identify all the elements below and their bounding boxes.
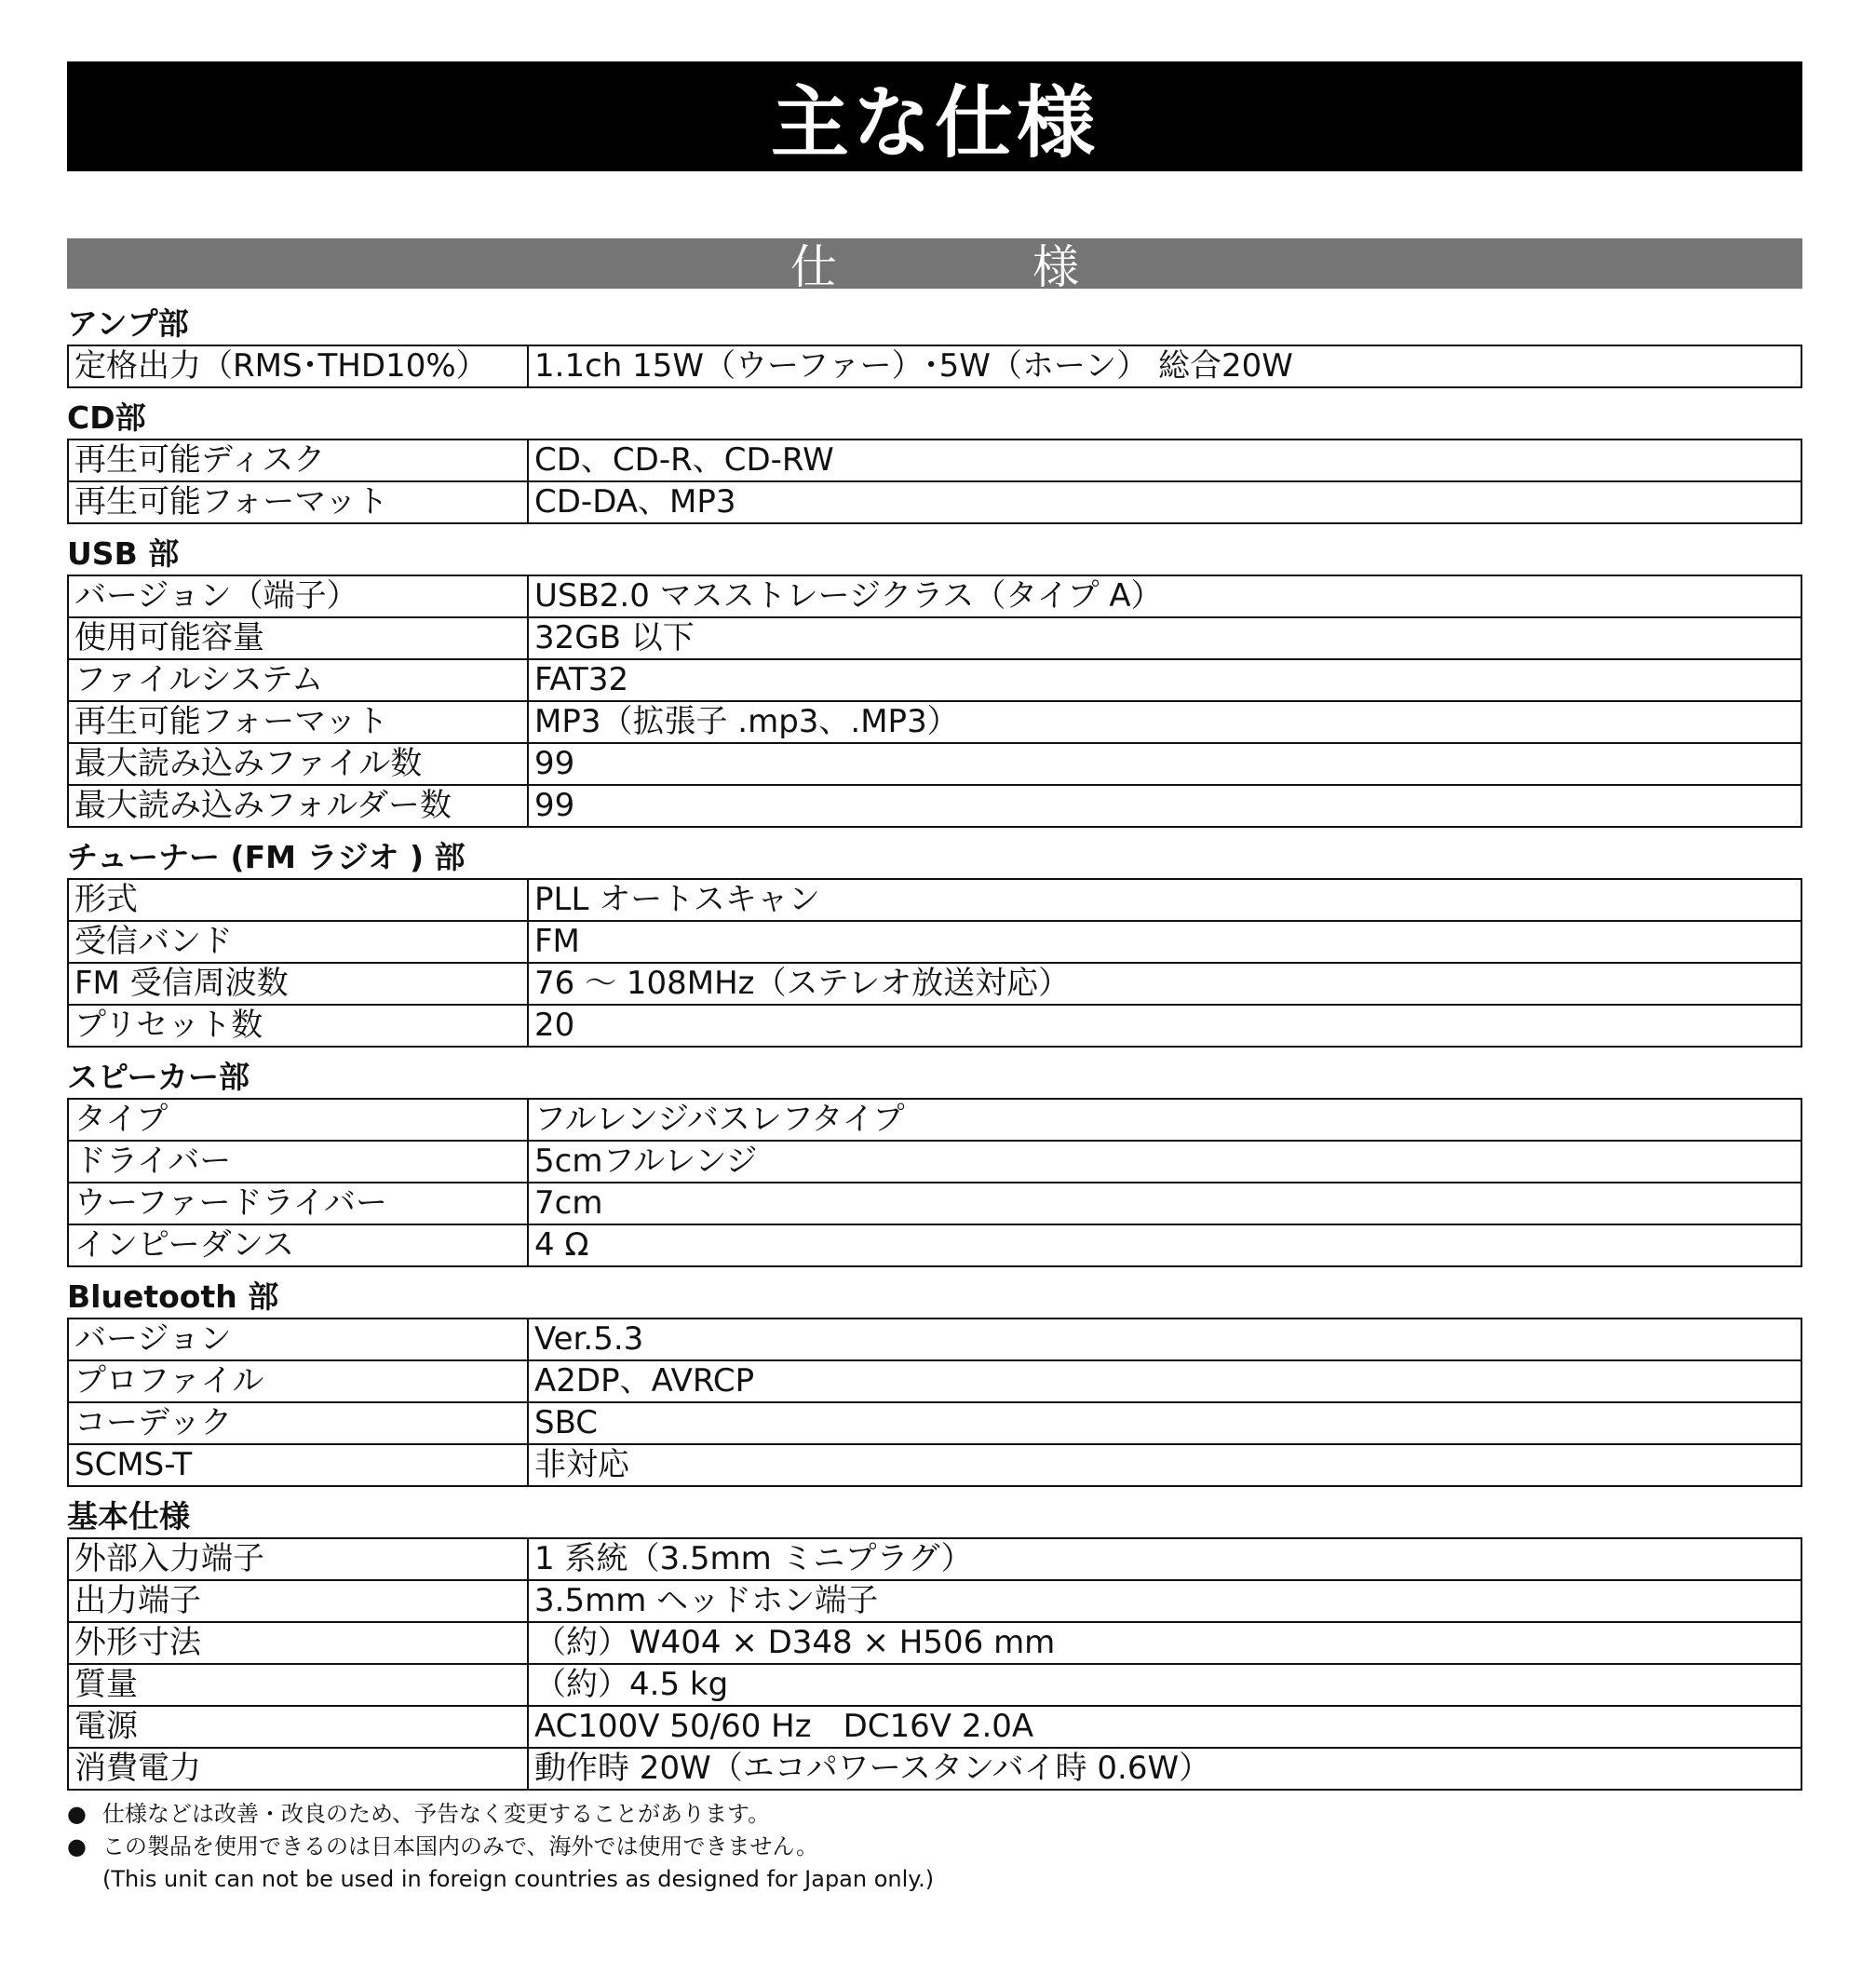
spec-label: ウーファードライバー: [68, 1183, 528, 1224]
spec-value: AC100V 50/60 Hz DC16V 2.0A: [528, 1706, 1801, 1748]
spec-value: 4 Ω: [528, 1224, 1801, 1266]
table-row: [68, 1183, 1801, 1224]
spec-sections: [67, 304, 1802, 1791]
section-title: アンプ部: [67, 305, 189, 342]
note-item: [67, 1798, 1802, 1831]
spec-label: 再生可能フォーマット: [68, 481, 528, 523]
page-title: 主な仕様: [67, 61, 1802, 171]
spec-value: FM: [528, 921, 1801, 963]
spec-heading: 仕 様: [67, 238, 1802, 289]
note-item: [67, 1831, 1802, 1863]
spec-label: 出力端子: [68, 1580, 528, 1622]
spec-label: 外形寸法: [68, 1622, 528, 1664]
spec-label: SCMS-T: [68, 1444, 528, 1486]
table-row: [68, 1706, 1801, 1748]
spec-table: [67, 1537, 1802, 1791]
table-row: [68, 1622, 1801, 1664]
spec-label: プロファイル: [68, 1360, 528, 1402]
spec-value: 1 系統（3.5mm ミニプラグ）: [528, 1538, 1801, 1580]
spec-table: [67, 575, 1802, 828]
bullet-icon: ●: [67, 1801, 87, 1827]
spec-label: 形式: [68, 879, 528, 921]
table-row: [68, 1538, 1801, 1580]
spec-value: A2DP、AVRCP: [528, 1360, 1801, 1402]
spec-value: フルレンジバスレフタイプ: [528, 1099, 1801, 1141]
spec-value: 20: [528, 1005, 1801, 1047]
spec-label: 再生可能ディスク: [68, 440, 528, 481]
table-row: [68, 345, 1801, 387]
spec-value: Ver.5.3: [528, 1319, 1801, 1360]
table-row: [68, 1319, 1801, 1360]
spec-value: 非対応: [528, 1444, 1801, 1486]
spec-value: 99: [528, 785, 1801, 827]
spec-table: [67, 439, 1802, 524]
spec-label: 消費電力: [68, 1748, 528, 1790]
section-title: USB 部: [67, 535, 180, 572]
table-row: [68, 1224, 1801, 1266]
spec-label: 質量: [68, 1664, 528, 1706]
table-row: [68, 659, 1801, 701]
bullet-icon: ●: [67, 1833, 87, 1860]
spec-value: （約）W404 × D348 × H506 mm: [528, 1622, 1801, 1664]
spec-label: 外部入力端子: [68, 1538, 528, 1580]
spec-value: 5cmフルレンジ: [528, 1141, 1801, 1183]
note-text: 仕様などは改善・改良のため、予告なく変更することがあります。: [102, 1801, 771, 1827]
note-text: この製品を使用できるのは日本国内のみで、海外では使用できません。: [102, 1833, 818, 1860]
spec-table: [67, 1098, 1802, 1267]
spec-value: FAT32: [528, 659, 1801, 701]
spec-label: バージョン（端子）: [68, 575, 528, 617]
spec-value: USB2.0 マスストレージクラス（タイプ A）: [528, 575, 1801, 617]
spec-value: CD-DA、MP3: [528, 481, 1801, 523]
table-row: [68, 921, 1801, 963]
table-row: [68, 1099, 1801, 1141]
table-row: [68, 1141, 1801, 1183]
spec-label: インピーダンス: [68, 1224, 528, 1266]
spec-value: 32GB 以下: [528, 617, 1801, 659]
table-row: [68, 743, 1801, 785]
section-title: 基本仕様: [67, 1498, 190, 1535]
spec-value: 3.5mm ヘッドホン端子: [528, 1580, 1801, 1622]
spec-label: プリセット数: [68, 1005, 528, 1047]
spec-value: （約）4.5 kg: [528, 1664, 1801, 1706]
section-title: CD部: [67, 399, 146, 436]
table-row: [68, 785, 1801, 827]
table-row: [68, 1664, 1801, 1706]
table-row: [68, 701, 1801, 743]
spec-label: FM 受信周波数: [68, 963, 528, 1005]
table-row: [68, 1360, 1801, 1402]
notes: [67, 1798, 1802, 1896]
spec-label: バージョン: [68, 1319, 528, 1360]
spec-label: 最大読み込みフォルダー数: [68, 785, 528, 827]
spec-label: タイプ: [68, 1099, 528, 1141]
spec-label: 最大読み込みファイル数: [68, 743, 528, 785]
section-title: チューナー (FM ラジオ ) 部: [67, 839, 466, 875]
table-row: [68, 963, 1801, 1005]
note-english: (This unit can not be used in foreign countries as designed for Japan only.): [102, 1866, 935, 1892]
spec-label: 受信バンド: [68, 921, 528, 963]
spec-label: ドライバー: [68, 1141, 528, 1183]
spec-value: CD、CD-R、CD-RW: [528, 440, 1801, 481]
spec-page: [67, 61, 1802, 1896]
table-row: [68, 1580, 1801, 1622]
spec-label: コーデック: [68, 1402, 528, 1444]
spec-value: 99: [528, 743, 1801, 785]
spec-value: 76 ～ 108MHz（ステレオ放送対応）: [528, 963, 1801, 1005]
table-row: [68, 575, 1801, 617]
spec-table: [67, 878, 1802, 1048]
table-row: [68, 617, 1801, 659]
spec-value: 7cm: [528, 1183, 1801, 1224]
section-title: Bluetooth 部: [67, 1278, 279, 1315]
spec-table: [67, 345, 1802, 388]
table-row: [68, 1444, 1801, 1486]
spec-label: 電源: [68, 1706, 528, 1748]
table-row: [68, 879, 1801, 921]
table-row: [68, 481, 1801, 523]
spec-value: 1.1ch 15W（ウーファー）･5W（ホーン） 総合20W: [528, 345, 1801, 387]
spec-label: 使用可能容量: [68, 617, 528, 659]
spec-value: SBC: [528, 1402, 1801, 1444]
spec-label: 再生可能フォーマット: [68, 701, 528, 743]
spec-table: [67, 1318, 1802, 1487]
spec-value: PLL オートスキャン: [528, 879, 1801, 921]
table-row: [68, 1402, 1801, 1444]
table-row: [68, 1005, 1801, 1047]
table-row: [68, 440, 1801, 481]
section-title: スピーカー部: [67, 1059, 250, 1095]
spec-value: 動作時 20W（エコパワースタンバイ時 0.6W）: [528, 1748, 1801, 1790]
spec-label: 定格出力（RMS･THD10%）: [68, 345, 528, 387]
spec-label: ファイルシステム: [68, 659, 528, 701]
table-row: [68, 1748, 1801, 1790]
spec-value: MP3（拡張子 .mp3、.MP3）: [528, 701, 1801, 743]
